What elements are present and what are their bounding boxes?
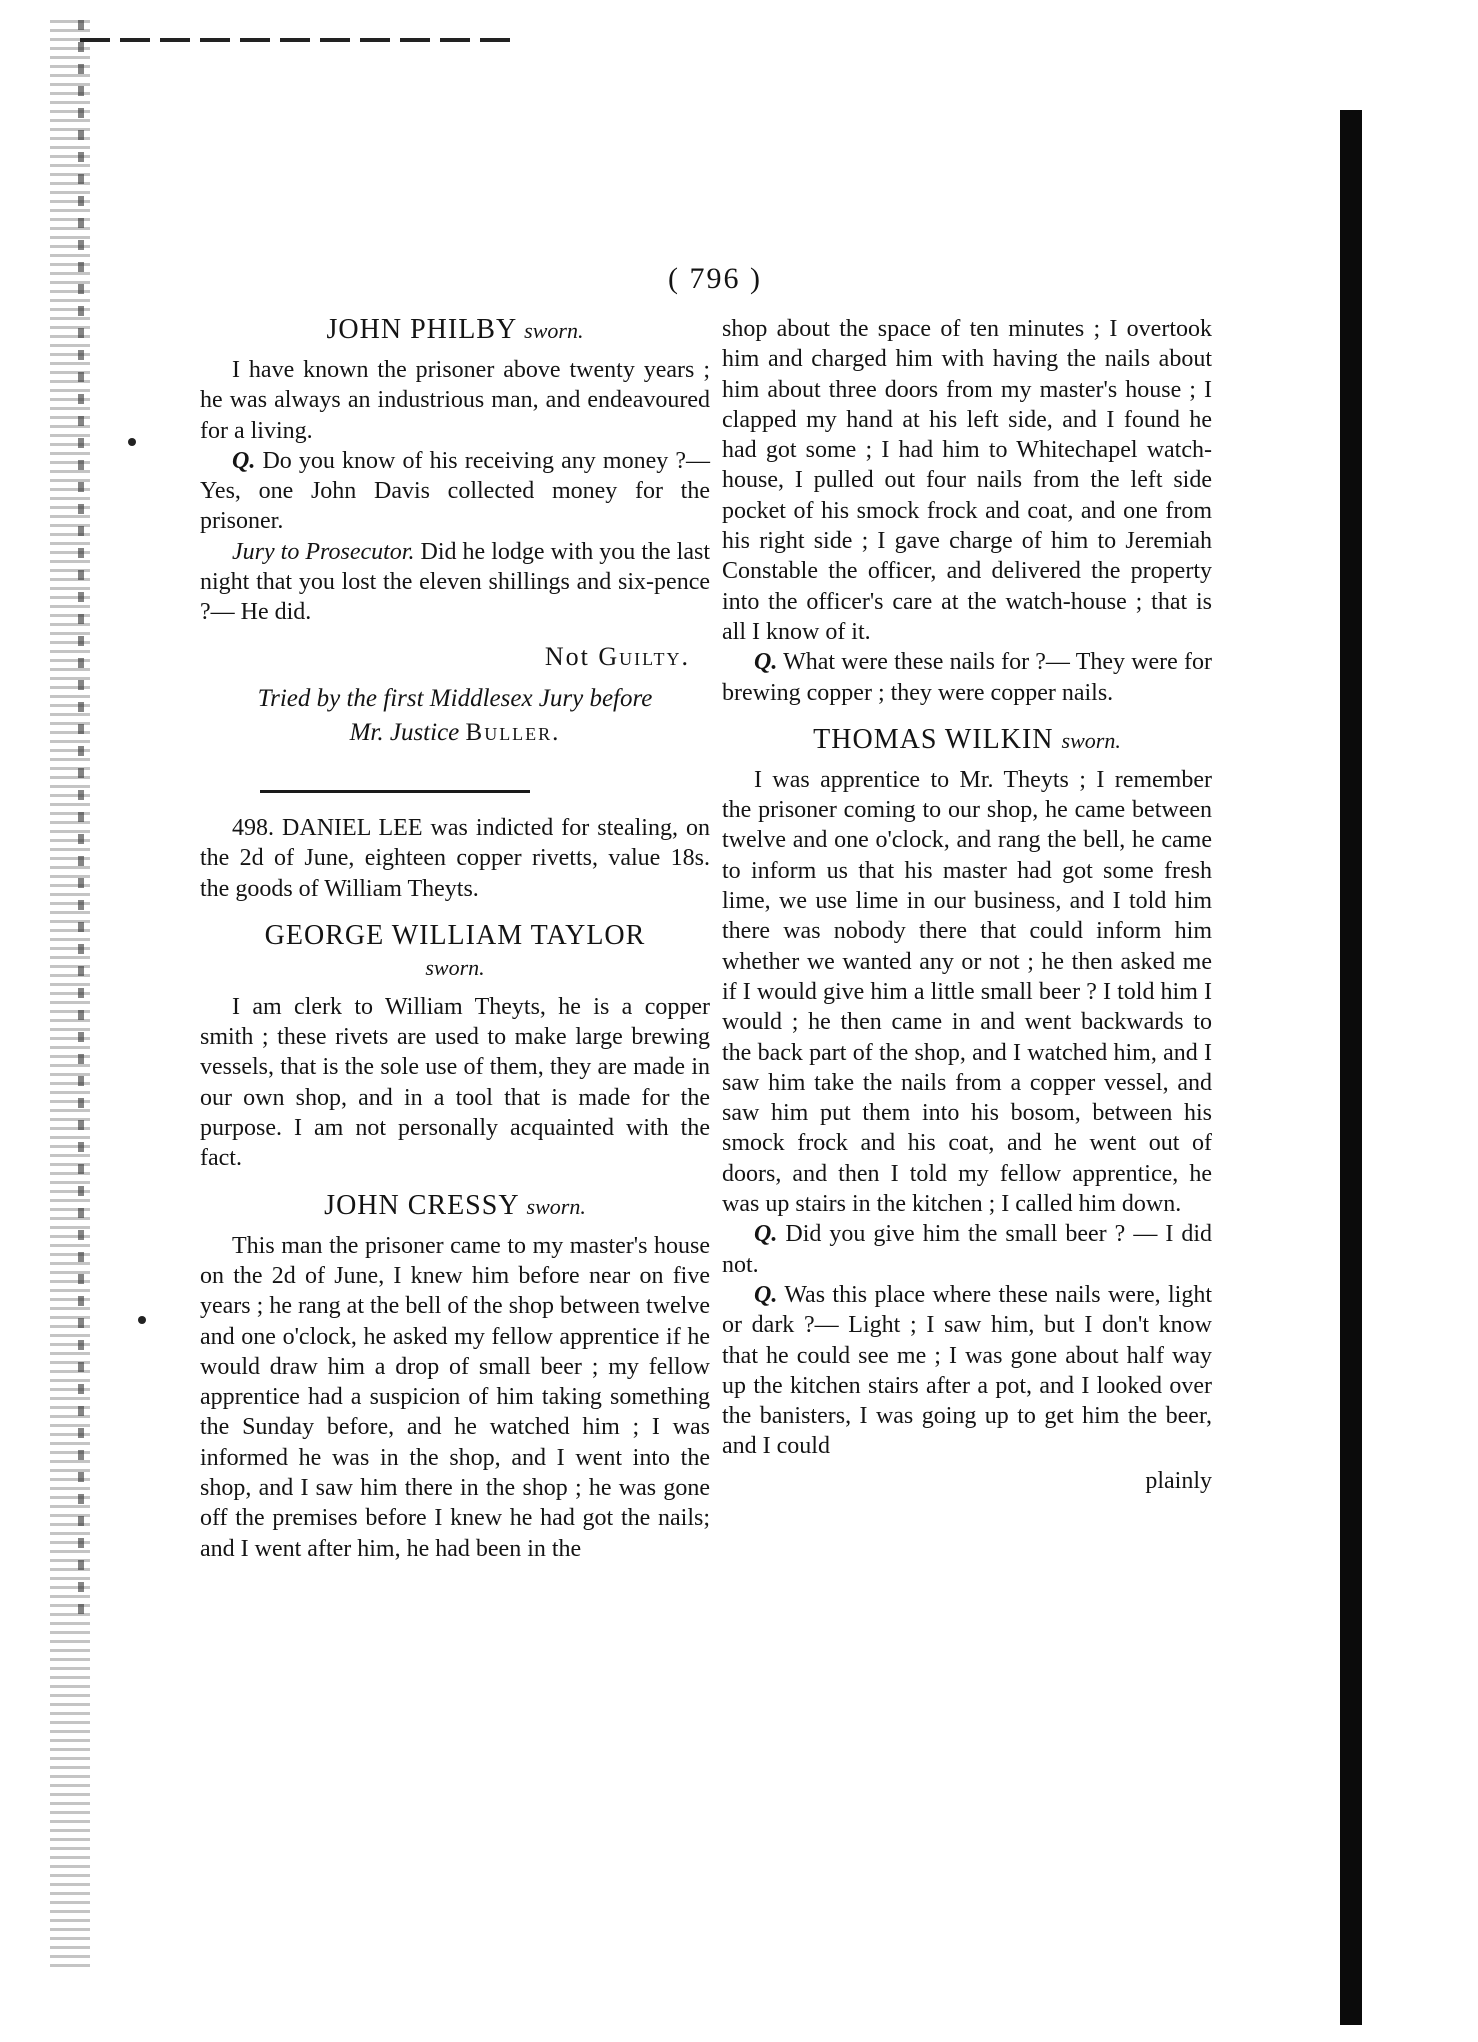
testimony-paragraph: I am clerk to William Theyts, he is a copper smith ; these rivets are used to make large brewing vessels, that is the sole use of them, they are made in our own shop, and in a tool that is made for the purpose. I am not personally acquainted with the fact. [200, 993, 710, 1172]
testimony-paragraph: I was apprentice to Mr. Theyts ; I remember the prisoner coming to our shop, he came between twelve and one o'clock, and rang the bell, he came to inform us that his master had got some fresh lime, we use lime in our business, and I told him there was nobody there that could inform him whether we wanted any or not ; he then asked me if I would give him a little small beer ? I told him I would ; he then came in and went backwards to the back part of the shop, and I watched him, and I saw him take the nails from a copper vessel, and saw him put them into his bosom, between his smock frock and his coat, and he went out of doors, and then I told my fellow apprentice, he was up stairs in the kitchen ; I called him down. [722, 766, 1212, 1218]
sworn-label: sworn. [425, 954, 485, 980]
binding-edge-shadow [50, 20, 90, 1970]
witness-name: JOHN CRESSY [324, 1189, 519, 1221]
question-mark: Q. [754, 649, 778, 676]
jury-question-paragraph [200, 537, 710, 628]
question-paragraph [722, 647, 1212, 708]
testimony-paragraph: I have known the prisoner above twenty years ; he was always an industrious man, and endeavoured for a living. [200, 357, 710, 444]
verdict-word: Guilty. [598, 641, 690, 671]
sworn-label: sworn. [526, 1193, 586, 1219]
right-column [722, 314, 1212, 1496]
sworn-label: sworn. [524, 318, 584, 343]
margin-dot [128, 438, 136, 446]
tried-line-2-prefix: Mr. Justice [349, 718, 466, 746]
witness-heading-wilkin [722, 724, 1212, 757]
testimony-paragraph: This man the prisoner came to my master's house on the 2d of June, I knew him before near on five years ; he rang at the bell of the shop between twelve and one o'clock, he asked my fellow apprentice if he would draw him a drop of small beer ; my fellow apprentice had a suspicion of him taking something the Sunday before, and he watched him ; I was informed he was in the shop, and I went into the shop, and I saw him there in the shop ; he was gone off the premises before I knew he had got the nails; and I went after him, he had been in the [200, 1232, 710, 1562]
question-paragraph [200, 446, 710, 537]
witness-name: JOHN PHILBY [326, 314, 517, 345]
top-dashed-rule [80, 38, 520, 42]
question-mark: Q. [232, 447, 256, 474]
margin-dot [138, 1316, 146, 1324]
question-text: What were these nails for ?— They were for brewing copper ; they were copper nails. [722, 649, 1212, 706]
tried-line-1: Tried by the first Middlesex Jury before [257, 684, 653, 712]
witness-heading-cressy [200, 1190, 710, 1223]
question-mark: Q. [754, 1221, 778, 1248]
verdict-prefix: Not [544, 641, 599, 671]
witness-name: THOMAS WILKIN [813, 723, 1054, 755]
question-text: Did you give him the small beer ? — I did not. [722, 1221, 1212, 1278]
binding-edge-marks [78, 20, 84, 1620]
jury-label: Jury to Prosecutor. [232, 538, 415, 565]
case-indictment: 498. DANIEL LEE was indicted for stealing, on the 2d of June, eighteen copper rivetts, value 18s. the goods of William Theyts. [200, 814, 710, 902]
witness-name: GEORGE WILLIAM TAYLOR [264, 919, 646, 951]
sworn-label: sworn. [1061, 727, 1121, 753]
question-text: Do you know of his receiving any money ?— Yes, one John Davis collected money for the prisoner. [200, 447, 711, 535]
witness-heading-philby [200, 314, 710, 347]
testimony-continuation: shop about the space of ten minutes ; I overtook him and charged him with having the nails about him about three doors from my master's house ; I clapped my hand at his left side, and I found he had got some ; I had him to Whitechapel watch-house, I pulled out four nails from the left side pocket of his smock frock and coat, and one from his right side ; I gave charge of him to Jeremiah Constable the officer, and delivered the property into the officer's care at the watch-house ; that is all I know of it. [722, 316, 1212, 645]
section-divider [260, 790, 530, 793]
left-column [200, 314, 710, 1564]
tried-line-2 [200, 716, 710, 750]
right-margin-bar [1340, 110, 1362, 2025]
question-text: Was this place where these nails were, light or dark ?— Light ; I saw him, but I don't know that he could see me ; I was gone about half way up the kitchen stairs after a pot, and I looked over the banisters, I was going up to get him the beer, and I could [722, 1281, 1212, 1460]
question-paragraph [722, 1280, 1212, 1462]
page-number: ( 796 ) [668, 262, 762, 295]
question-paragraph [722, 1219, 1212, 1280]
verdict [200, 642, 690, 672]
tried-by-note [200, 682, 710, 750]
witness-heading-taylor [200, 920, 710, 984]
judge-name: Buller. [465, 718, 561, 746]
catchword: plainly [1145, 1467, 1212, 1494]
jury-question-text: Did he lodge with you the last night that you lost the eleven shillings and six-pence ?— He did. [200, 538, 710, 626]
question-mark: Q. [754, 1281, 778, 1308]
